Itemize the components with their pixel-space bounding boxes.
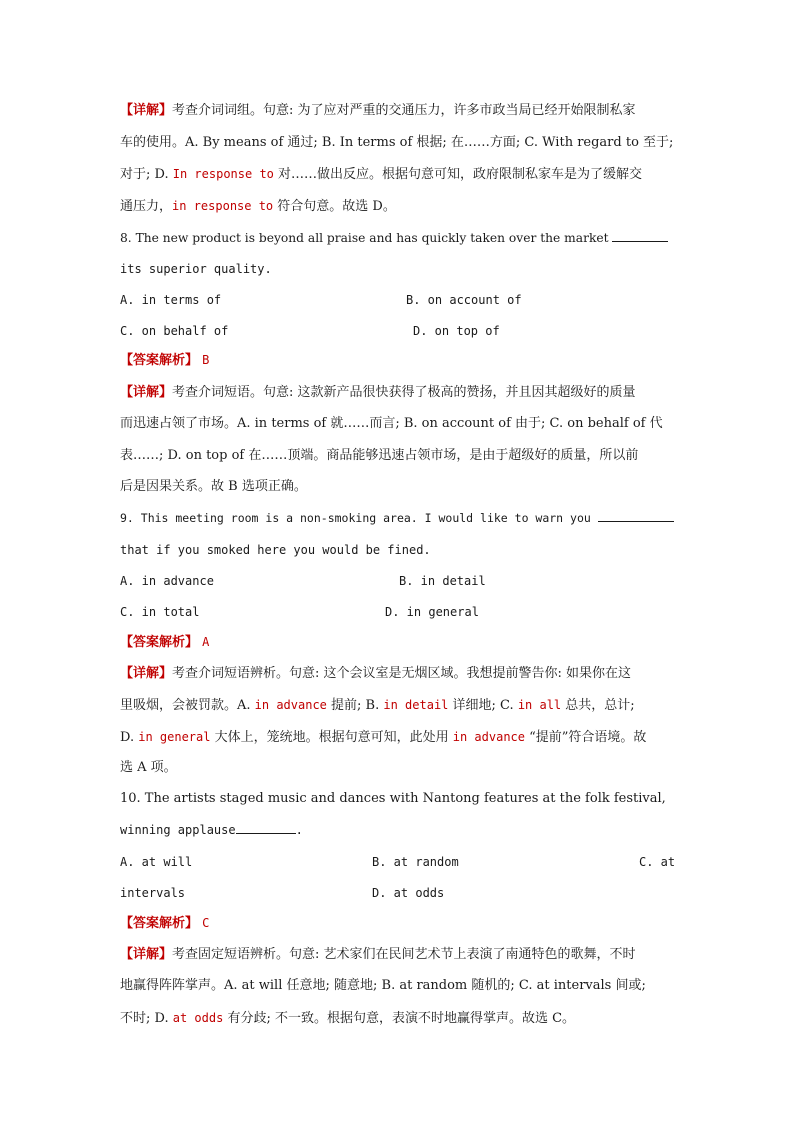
- q8-explain-line-3: 表……; D. on top of 在……顶端。商品能够迅速占领市场，是由于超级好的质量，所以前: [120, 448, 639, 463]
- q8-stem-line-2: its superior quality.: [120, 262, 272, 276]
- q8-option-c: C. on behalf of: [120, 324, 229, 338]
- q8-stem-line-1: 8. The new product is beyond all praise and has quickly taken over the market: [120, 228, 676, 248]
- q9-explain-line-3: D. in general 大体上，笼统地。根据句意可知，此处用 in advance “提前”符合语境。故: [120, 730, 647, 745]
- q9-stem-line-2: that if you smoked here you would be fined.: [120, 543, 431, 557]
- q9-option-a: A. in advance: [120, 574, 214, 588]
- q8-explain-line-1: 【详解】考查介词短语。句意: 这款新产品很快获得了极高的赞扬，并且因其超级好的质量: [120, 385, 636, 400]
- q7-explain-line-1: 【详解】考查介词词组。句意: 为了应对严重的交通压力，许多市政当局已经开始限制私家: [120, 103, 636, 118]
- q10-stem-line-2: winning applause .: [120, 823, 303, 837]
- q8-option-a: A. in terms of: [120, 293, 222, 307]
- q9-explain-line-4: 选 A 项。: [120, 760, 177, 775]
- q10-option-a: A. at will: [120, 855, 193, 869]
- q9-option-b: B. in detail: [399, 574, 486, 588]
- q9-option-c: C. in total: [120, 605, 200, 619]
- q8-explain-line-4: 后是因果关系。故 B 选项正确。: [120, 479, 307, 494]
- answer-blank: [598, 521, 674, 522]
- q8-option-b: B. on account of: [406, 293, 522, 307]
- q10-option-b: B. at random: [372, 855, 459, 869]
- q9-explain-line-1: 【详解】考查介词短语辨析。句意: 这个会议室是无烟区域。我想提前警告你: 如果你在这: [120, 666, 632, 681]
- q10-explain-line-1: 【详解】考查固定短语辨析。句意: 艺术家们在民间艺术节上表演了南通特色的歌舞，不时: [120, 947, 636, 962]
- q10-option-c-cont: intervals: [120, 886, 186, 900]
- q10-option-c: C. at: [639, 855, 676, 869]
- q7-explain-line-4: 通压力，in response to 符合句意。故选 D。: [120, 199, 396, 214]
- q10-answer: 【答案解析】 C: [120, 916, 210, 931]
- explain-tag: 【详解】: [120, 103, 173, 118]
- q8-option-d: D. on top of: [413, 324, 500, 338]
- answer-blank: [612, 241, 668, 242]
- q9-option-d: D. in general: [385, 605, 479, 619]
- q10-option-d: D. at odds: [372, 886, 445, 900]
- q8-explain-line-2: 而迅速占领了市场。A. in terms of 就……而言; B. on account of 由于; C. on behalf of 代: [120, 416, 663, 431]
- answer-blank: [236, 833, 296, 834]
- q7-explain-line-2: 车的使用。A. By means of 通过; B. In terms of 根据; 在……方面; C. With regard to 至于;: [120, 135, 674, 150]
- q8-answer: 【答案解析】 B: [120, 353, 210, 368]
- q10-explain-line-2: 地赢得阵阵掌声。A. at will 任意地; 随意地; B. at random 随机的; C. at intervals 间或;: [120, 978, 646, 993]
- q10-explain-line-3: 不时; D. at odds 有分歧; 不一致。根据句意，表演不时地赢得掌声。故选 C。: [120, 1011, 576, 1026]
- q10-stem-line-1: 10. The artists staged music and dances with Nantong features at the folk festival,: [120, 791, 666, 806]
- q9-stem-line-1: 9. This meeting room is a non-smoking area. I would like to warn you: [120, 508, 676, 528]
- q7-explain-line-3: 对于; D. In response to 对……做出反应。根据句意可知，政府限制私家车是为了缓解交: [120, 167, 643, 182]
- q9-explain-line-2: 里吸烟，会被罚款。A. in advance 提前; B. in detail 详细地; C. in all 总共，总计;: [120, 698, 635, 713]
- q9-answer: 【答案解析】 A: [120, 635, 210, 650]
